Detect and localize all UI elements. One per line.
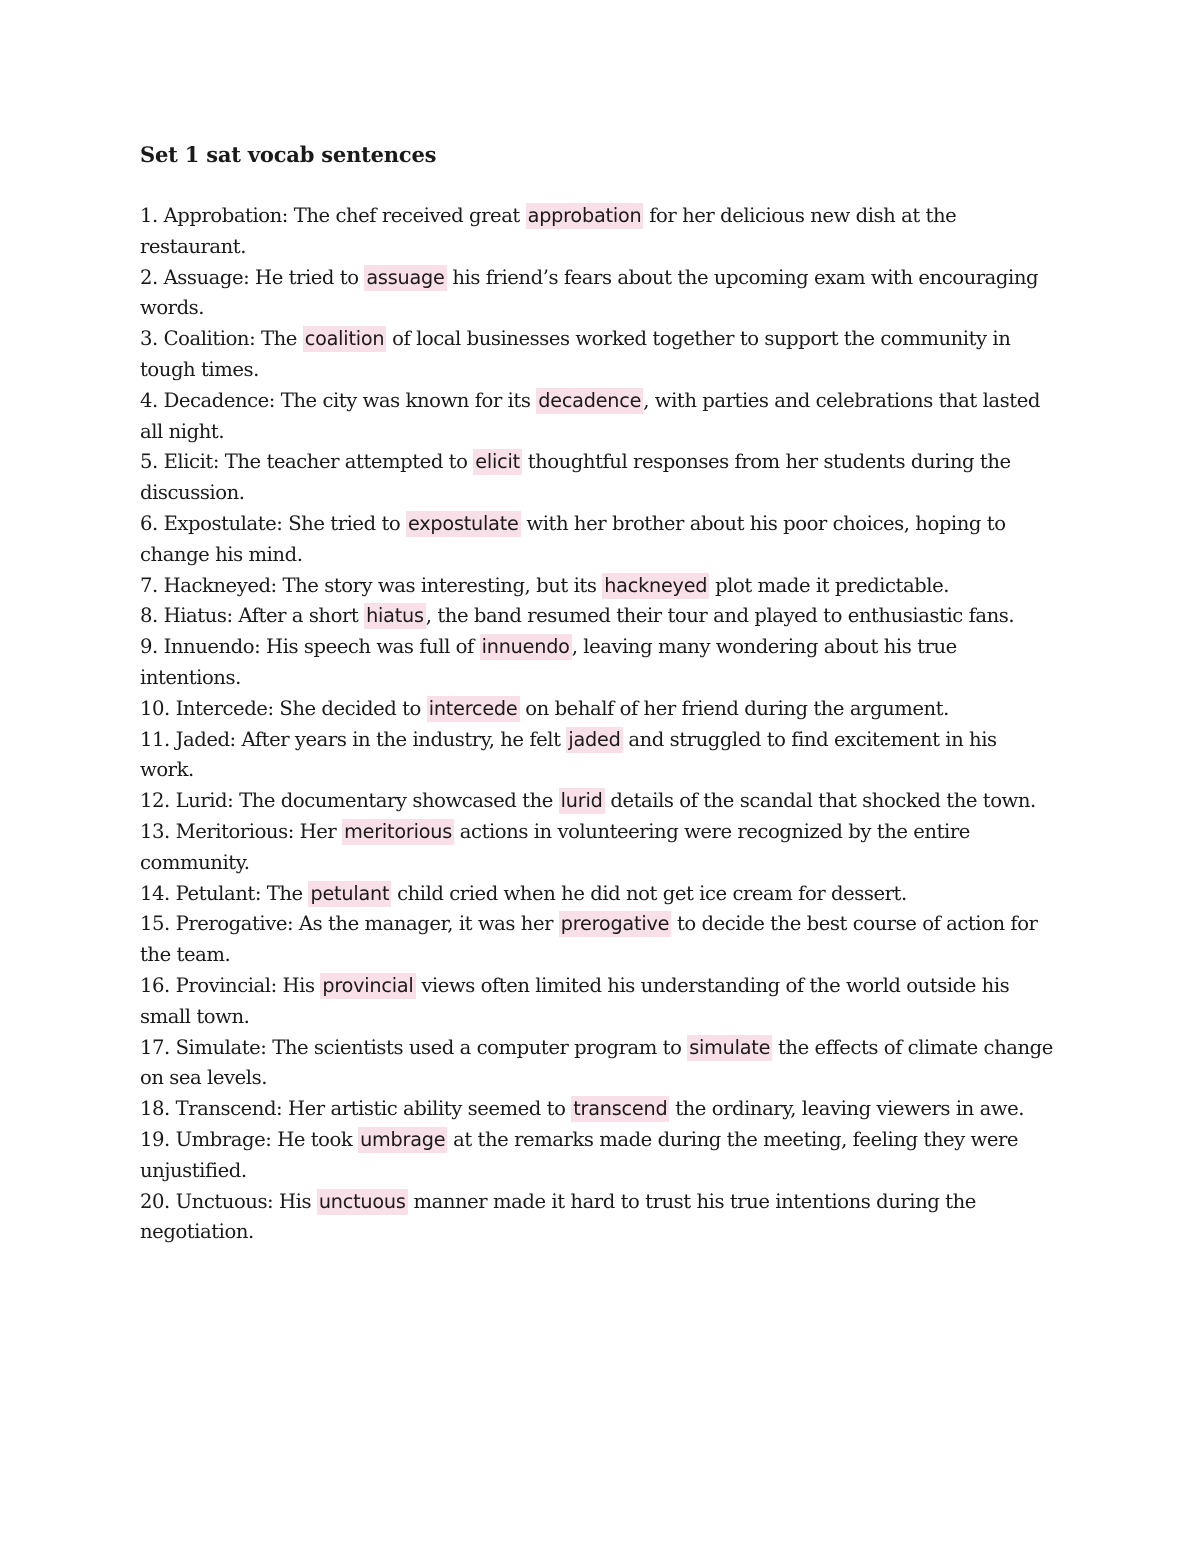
- highlighted-vocab-word: hiatus: [366, 604, 424, 628]
- sentence-lead-text: 20. Unctuous: His: [140, 1189, 317, 1213]
- vocab-sentence: [140, 879, 1055, 910]
- highlighted-vocab-word: elicit: [475, 450, 520, 474]
- sentence-trailing-text: , leaving many wondering about his true intentions.: [140, 635, 957, 689]
- sentence-trailing-text: with her brother about his poor choices, hoping to change his mind.: [140, 511, 1006, 566]
- vocab-sentence: [140, 601, 1055, 632]
- highlighted-vocab-word: intercede: [428, 696, 518, 720]
- sentence-trailing-text: his friend’s fears about the upcoming exam with encouraging words.: [140, 265, 1039, 320]
- sentence-trailing-text: , the band resumed their tour and played to enthusiastic fans.: [425, 604, 1015, 628]
- sentence-trailing-text: on behalf of her friend during the argument.: [519, 696, 949, 720]
- sentence-trailing-text: at the remarks made during the meeting, feeling they were unjustified.: [140, 1127, 1019, 1182]
- sentence-lead-text: 13. Meritorious: Her: [140, 819, 343, 843]
- sentence-lead-text: 6. Expostulate: She tried to: [140, 511, 406, 535]
- vocab-sentence: [140, 1125, 1055, 1187]
- sentence-trailing-text: , with parties and celebrations that lasted all night.: [140, 388, 1040, 443]
- vocab-sentence: [140, 1187, 1055, 1249]
- sentence-trailing-text: plot made it predictable.: [709, 573, 950, 597]
- sentence-lead-text: 10. Intercede: She decided to: [140, 696, 427, 720]
- sentence-lead-text: 4. Decadence: The city was known for its: [140, 388, 537, 412]
- highlighted-vocab-word: umbrage: [360, 1127, 446, 1151]
- vocab-sentence-list: [140, 201, 1055, 1248]
- sentence-lead-text: 2. Assuage: He tried to: [140, 265, 365, 289]
- sentence-lead-text: 12. Lurid: The documentary showcased the: [140, 789, 559, 813]
- vocab-sentence: [140, 1033, 1055, 1095]
- highlighted-vocab-word: innuendo: [481, 635, 570, 659]
- highlighted-vocab-word: transcend: [573, 1097, 668, 1121]
- highlighted-vocab-word: meritorious: [344, 819, 453, 843]
- vocab-sentence: [140, 386, 1055, 448]
- sentence-trailing-text: views often limited his understanding of the world outside his small town.: [140, 973, 1010, 1028]
- highlighted-vocab-word: coalition: [304, 327, 385, 351]
- sentence-lead-text: 1. Approbation: The chef received great: [140, 204, 526, 227]
- sentence-trailing-text: to decide the best course of action for the team.: [140, 912, 1038, 967]
- vocab-sentence: [140, 324, 1055, 386]
- vocab-sentence: [140, 786, 1055, 817]
- vocab-sentence: [140, 571, 1055, 602]
- sentence-trailing-text: child cried when he did not get ice cream for dessert.: [391, 881, 907, 905]
- sentence-lead-text: 17. Simulate: The scientists used a computer program to: [140, 1035, 688, 1059]
- highlighted-vocab-word: expostulate: [408, 511, 519, 535]
- vocab-sentence: [140, 817, 1055, 879]
- sentence-lead-text: 15. Prerogative: As the manager, it was her: [140, 912, 559, 936]
- highlighted-vocab-word: approbation: [527, 204, 642, 227]
- sentence-trailing-text: details of the scandal that shocked the town.: [604, 789, 1036, 813]
- vocab-sentence: [140, 509, 1055, 571]
- sentence-lead-text: 14. Petulant: The: [140, 881, 309, 905]
- sentence-lead-text: 9. Innuendo: His speech was full of: [140, 635, 480, 659]
- vocab-sentence: [140, 694, 1055, 725]
- sentence-lead-text: 5. Elicit: The teacher attempted to: [140, 450, 474, 474]
- sentence-trailing-text: the effects of climate change on sea levels.: [140, 1035, 1053, 1090]
- document-body: [140, 139, 1055, 1248]
- vocab-sentence: [140, 909, 1055, 971]
- sentence-lead-text: 7. Hackneyed: The story was interesting, but its: [140, 573, 603, 597]
- document-title: Set 1 sat vocab sentences: [140, 142, 437, 167]
- vocab-sentence: [140, 201, 1055, 263]
- vocab-sentence: [140, 263, 1055, 325]
- highlighted-vocab-word: simulate: [689, 1035, 771, 1059]
- vocab-sentence: [140, 447, 1055, 509]
- sentence-lead-text: 8. Hiatus: After a short: [140, 604, 365, 628]
- sentence-lead-text: 16. Provincial: His: [140, 973, 321, 997]
- sentence-lead-text: 11. Jaded: After years in the industry, he felt: [140, 727, 567, 751]
- vocab-sentence: [140, 971, 1055, 1033]
- sentence-lead-text: 3. Coalition: The: [140, 327, 303, 351]
- sentence-trailing-text: for her delicious new dish at the restaurant.: [140, 204, 957, 258]
- vocab-sentence: [140, 632, 1055, 694]
- vocab-sentence: [140, 725, 1055, 787]
- sentence-trailing-text: manner made it hard to trust his true intentions during the negotiation.: [140, 1189, 976, 1244]
- highlighted-vocab-word: unctuous: [318, 1189, 406, 1213]
- sentence-lead-text: 19. Umbrage: He took: [140, 1127, 359, 1151]
- sentence-trailing-text: the ordinary, leaving viewers in awe.: [669, 1097, 1025, 1121]
- highlighted-vocab-word: assuage: [366, 265, 445, 289]
- sentence-trailing-text: and struggled to find excitement in his work.: [140, 727, 997, 782]
- blank-line: [140, 170, 1055, 201]
- highlighted-vocab-word: provincial: [322, 973, 414, 997]
- highlighted-vocab-word: jaded: [568, 727, 621, 751]
- sentence-lead-text: 18. Transcend: Her artistic ability seemed to: [140, 1097, 572, 1121]
- highlighted-vocab-word: hackneyed: [604, 573, 708, 597]
- highlighted-vocab-word: decadence: [538, 388, 642, 412]
- sentence-trailing-text: thoughtful responses from her students during the discussion.: [140, 450, 1011, 505]
- highlighted-vocab-word: prerogative: [560, 912, 670, 936]
- highlighted-vocab-word: petulant: [310, 881, 390, 905]
- vocab-sentence: [140, 1094, 1055, 1125]
- sentence-trailing-text: of local businesses worked together to support the community in tough times.: [140, 327, 1011, 381]
- highlighted-vocab-word: lurid: [560, 789, 603, 813]
- sentence-trailing-text: actions in volunteering were recognized by the entire community.: [140, 819, 970, 874]
